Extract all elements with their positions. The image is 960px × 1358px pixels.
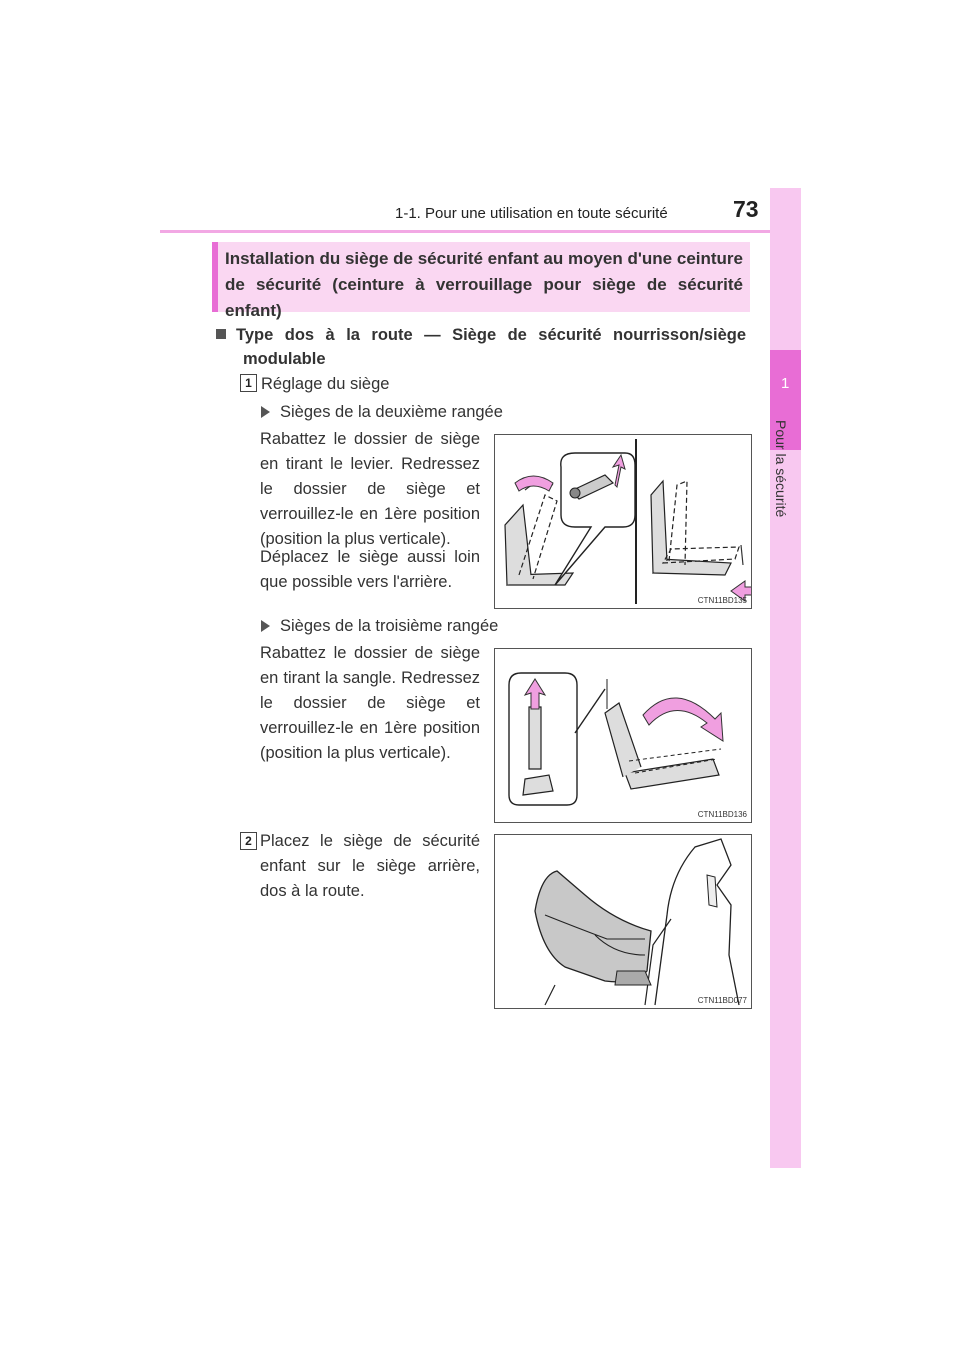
- third-row-seat-illustration: [495, 649, 751, 822]
- step-1-label: Réglage du siège: [261, 375, 390, 393]
- third-row-title: Sièges de la troisième rangée: [280, 617, 499, 635]
- header-divider: [160, 230, 800, 233]
- second-row-para1: Rabattez le dossier de siège en tirant le levier. Redressez le dossier de siège et verrouillez-le en 1ère position (position la plus verticale).: [260, 430, 480, 548]
- figure-child-seat-installed: [494, 834, 752, 1009]
- step-1-badge: 1: [240, 374, 257, 392]
- second-row-para2: Déplacez le siège aussi loin que possible vers l'arrière.: [260, 548, 480, 591]
- step-2-text: Placez le siège de sécurité enfant sur le siège arrière, dos à la route.: [260, 832, 480, 900]
- chapter-side-tab: [770, 188, 801, 1168]
- figure-second-row-seat: [494, 434, 752, 609]
- figure-code: CTN11BD135: [697, 596, 747, 605]
- triangle-bullet-icon: [261, 620, 270, 632]
- figure-code: CTN11BD136: [697, 810, 747, 819]
- subheading-line2: modulable: [243, 350, 326, 368]
- chapter-number: 1: [781, 375, 790, 392]
- second-row-seat-illustration: [495, 435, 751, 608]
- section-title: [225, 246, 743, 324]
- child-seat-illustration: [495, 835, 751, 1008]
- figure-third-row-seat: [494, 648, 752, 823]
- section-title-line2: de sécurité (ceinture à verrouillage pour siège de sécurité: [225, 275, 743, 294]
- chapter-label: Pour la sécurité: [773, 420, 789, 518]
- subheading-line1: Type dos à la route — Siège de sécurité nourrisson/siège: [236, 326, 746, 344]
- third-row-heading: [261, 614, 498, 639]
- step-2-badge: 2: [240, 832, 257, 850]
- subheading: [216, 323, 746, 371]
- second-row-title: Sièges de la deuxième rangée: [280, 403, 503, 421]
- second-row-heading: [261, 400, 503, 425]
- section-title-line3: enfant): [225, 301, 282, 320]
- square-bullet-icon: [216, 329, 226, 339]
- third-row-para1: Rabattez le dossier de siège en tirant la sangle. Redressez le dossier de siège et verrouillez-le en 1ère position (position la plus verticale).: [260, 644, 480, 762]
- triangle-bullet-icon: [261, 406, 270, 418]
- page-number: 73: [733, 196, 759, 222]
- figure-code: CTN11BD077: [697, 996, 747, 1005]
- header-section-path: 1-1. Pour une utilisation en toute sécurité: [395, 205, 668, 222]
- section-title-line1: Installation du siège de sécurité enfant au moyen d'une ceinture: [225, 249, 743, 268]
- section-title-accent: [212, 242, 218, 312]
